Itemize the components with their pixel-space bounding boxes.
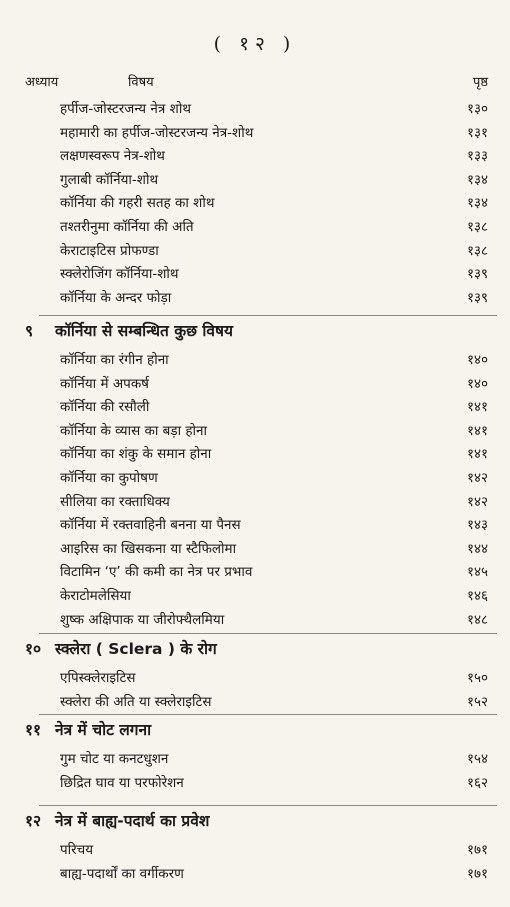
entry-page: १७१ — [466, 865, 488, 882]
entry-title: कॉर्निया में अपकर्ष — [60, 375, 149, 392]
toc-entry — [0, 584, 510, 608]
page-number: ( १२ ) — [213, 33, 297, 55]
entry-title: कॉर्निया का शंकु के समान होना — [60, 446, 212, 463]
entry-title: केराटोमलेसिया — [60, 588, 131, 604]
toc-entry — [0, 690, 510, 714]
chapter-number: ११ — [25, 720, 42, 739]
entry-page: १५० — [466, 670, 488, 686]
entry-page: १४१ — [466, 422, 488, 439]
entry-title: आइरिस का खिसकना या स्टैफिलोमा — [60, 540, 237, 557]
entry-page: १४४ — [466, 540, 488, 557]
entry-title: हर्पीज-जोस्टरजन्य नेत्र शोथ — [60, 101, 191, 117]
toc-header — [0, 72, 510, 94]
toc-entry — [0, 537, 510, 561]
chapter-title: नेत्र में बाह्य-पदार्थ का प्रवेश — [55, 812, 210, 830]
toc-entry — [0, 419, 510, 443]
entry-page: १४१ — [466, 446, 488, 463]
toc-entry — [0, 144, 510, 168]
chapter-heading — [0, 636, 510, 662]
entry-page: १५२ — [466, 693, 488, 710]
entry-title: सीलिया का रक्ताधिक्य — [60, 493, 170, 510]
toc-entry — [0, 97, 510, 121]
entry-title: बाह्य-पदार्थों का वर्गीकरण — [60, 865, 184, 882]
entry-page: १४२ — [466, 470, 488, 486]
entry-page: १४० — [466, 375, 488, 392]
entry-title: कॉर्निया की रसौली — [60, 399, 150, 416]
entry-title: शुष्क अक्षिपाक या जीरोफ्थैलमिया — [60, 611, 225, 628]
toc-entry — [0, 838, 510, 862]
entry-title: गुम चोट या कनटधुशन — [60, 751, 169, 767]
header-chapter: अध्याय — [25, 75, 59, 90]
toc-entry — [0, 490, 510, 514]
entry-page: १३४ — [466, 171, 488, 188]
entry-page: १३३ — [466, 148, 488, 165]
entry-page: १४६ — [466, 588, 488, 604]
toc-entry — [0, 747, 510, 771]
entry-page: १३८ — [466, 219, 488, 235]
chapter-title: स्क्लेरा ( Sclera ) के रोग — [55, 640, 217, 658]
entry-page: १४२ — [466, 493, 488, 510]
entry-page: १४० — [466, 352, 488, 368]
entry-title: तश्तरीनुमा कॉर्निया की अति — [60, 219, 194, 235]
toc-entry — [0, 466, 510, 490]
entry-page: १४३ — [466, 517, 488, 534]
chapter-title: नेत्र में चोट लगना — [55, 721, 152, 739]
section-divider — [39, 714, 497, 715]
entry-page: १७१ — [466, 842, 488, 858]
entry-page: १५४ — [466, 751, 488, 767]
toc-entry — [0, 560, 510, 584]
entry-page: १४५ — [466, 564, 488, 581]
toc-entry — [0, 771, 510, 795]
chapter-heading — [0, 808, 510, 834]
entry-page: १४८ — [466, 611, 488, 628]
entry-title: कॉर्निया के अन्दर फोड़ा — [60, 289, 172, 306]
toc-entry — [0, 191, 510, 215]
chapter-number: १० — [25, 639, 42, 658]
entry-title: कॉर्निया की गहरी सतह का शोथ — [60, 195, 215, 212]
toc-entry — [0, 395, 510, 419]
entry-page: १४१ — [466, 399, 488, 416]
toc-entry — [0, 239, 510, 263]
entry-page: १६२ — [466, 774, 488, 791]
entry-title: कॉर्निया में रक्तवाहिनी बनना या पैनस — [60, 517, 241, 534]
toc-entry — [0, 442, 510, 466]
header-subject: विषय — [128, 75, 154, 90]
chapter-heading — [0, 318, 510, 344]
toc-entry — [0, 608, 510, 632]
entry-page: १३० — [466, 101, 488, 117]
entry-title: कॉर्निया का रंगीन होना — [60, 352, 169, 368]
entry-title: परिचय — [60, 842, 94, 858]
toc-entry — [0, 168, 510, 192]
toc-entry — [0, 348, 510, 372]
entry-title: गुलाबी कॉर्निया-शोथ — [60, 171, 159, 188]
entry-title: कॉर्निया का कुपोषण — [60, 470, 158, 486]
toc-entry — [0, 121, 510, 145]
entry-page: १३१ — [466, 124, 488, 141]
entry-title: स्क्लेरोजिंग कॉर्निया-शोथ — [60, 266, 179, 283]
section-divider — [39, 315, 497, 316]
toc-entry — [0, 215, 510, 239]
toc-entry — [0, 372, 510, 396]
entry-title: विटामिन ‘ए’ की कमी का नेत्र पर प्रभाव — [60, 564, 253, 581]
toc-entry — [0, 262, 510, 286]
chapter-title: कॉर्निया से सम्बन्धित कुछ विषय — [55, 322, 233, 340]
entry-title: स्क्लेरा की अति या स्क्लेराइटिस — [60, 693, 212, 710]
chapter-number: ९ — [25, 321, 34, 340]
toc-entry — [0, 666, 510, 690]
entry-title: कॉर्निया के व्यास का बड़ा होना — [60, 422, 208, 439]
chapter-heading — [0, 717, 510, 743]
header-page: पृष्ठ — [472, 75, 488, 90]
entry-page: १३९ — [466, 266, 488, 283]
entry-page: १३९ — [466, 289, 488, 306]
entry-page: १३८ — [466, 242, 488, 259]
section-divider — [39, 805, 497, 806]
chapter-number: १२ — [25, 811, 42, 830]
entry-title: लक्षणस्वरूप नेत्र-शोथ — [60, 148, 165, 165]
entry-title: एपिस्क्लेराइटिस — [60, 670, 136, 686]
entry-title: केराटाइटिस प्रोफण्डा — [60, 242, 159, 259]
toc-entry — [0, 513, 510, 537]
section-divider — [39, 633, 497, 634]
entry-title: महामारी का हर्पीज-जोस्टरजन्य नेत्र-शोथ — [60, 124, 254, 141]
entry-page: १३४ — [466, 195, 488, 212]
toc-entry — [0, 286, 510, 310]
entry-title: छिद्रित घाव या परफोरेशन — [60, 774, 184, 791]
toc-entry — [0, 862, 510, 886]
